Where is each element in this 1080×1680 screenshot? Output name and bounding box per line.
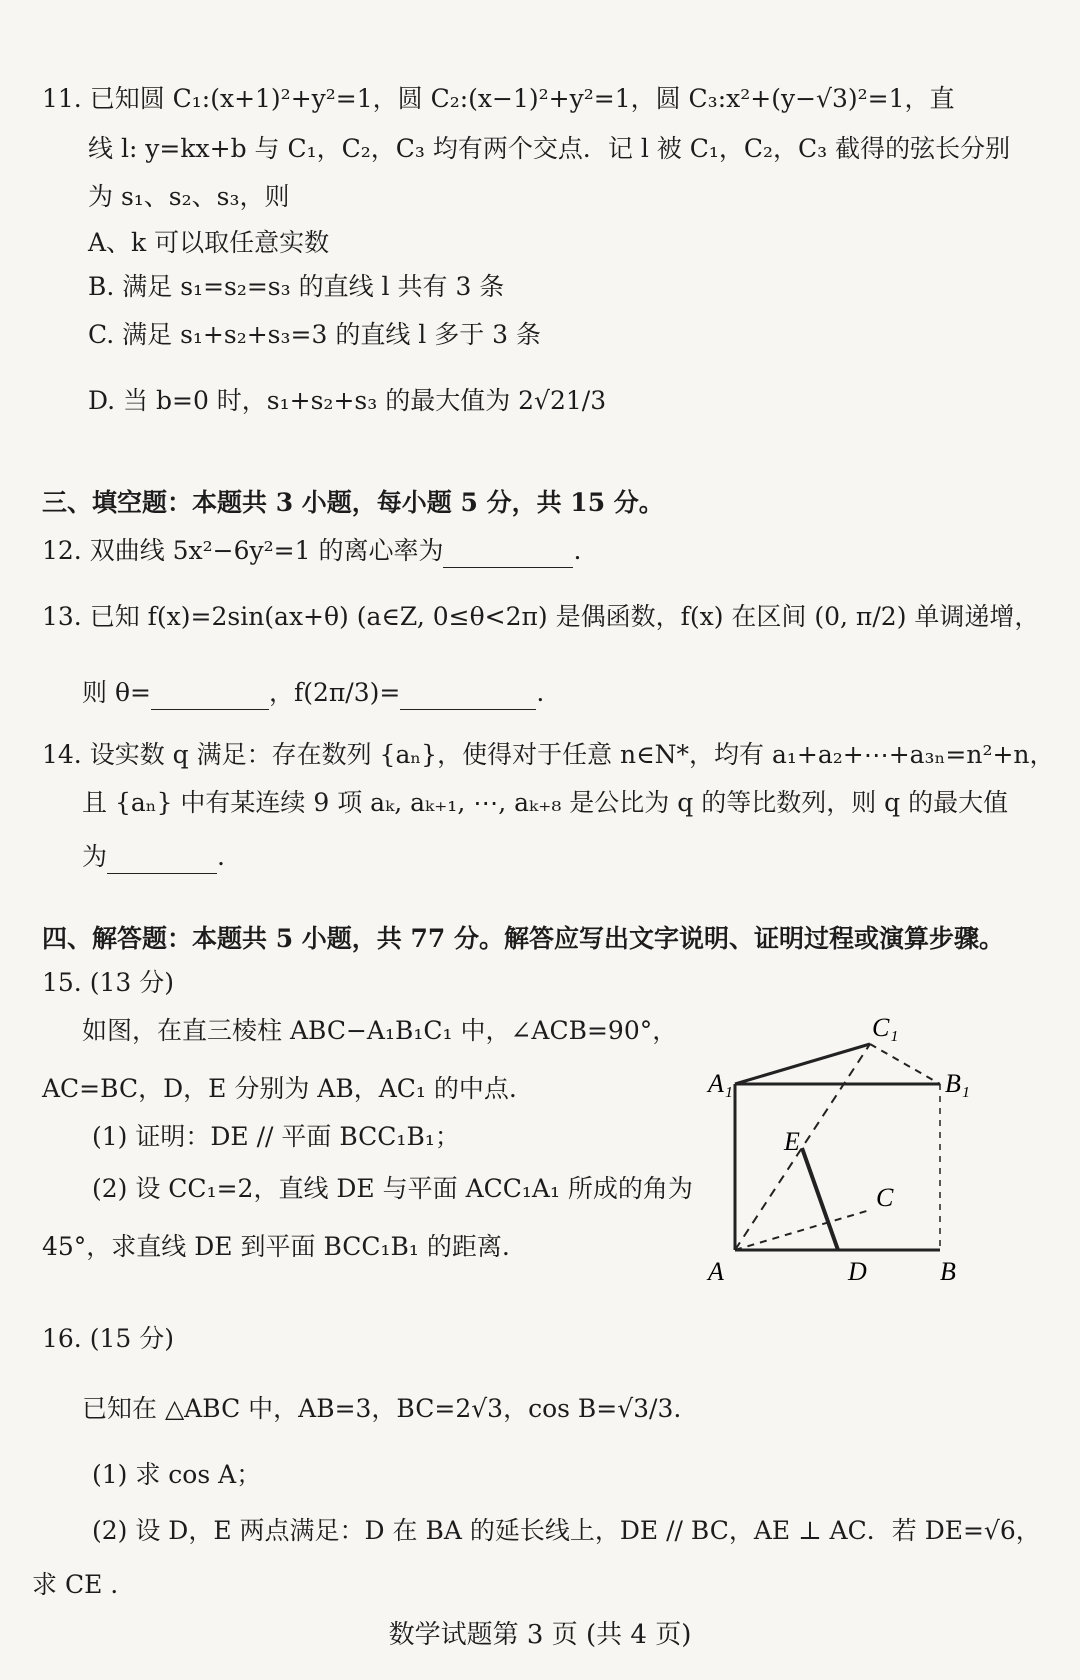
- q16-part-1: (1) 求 cos A；: [92, 1460, 262, 1489]
- q14-answer-blank: [107, 847, 217, 874]
- q11-option-c: C. 满足 s₁+s₂+s₃=3 的直线 l 多于 3 条: [88, 320, 542, 349]
- q14-end: .: [217, 842, 225, 871]
- q11-option-b: B. 满足 s₁=s₂=s₃ 的直线 l 共有 3 条: [88, 272, 505, 301]
- q16-part-2: (2) 设 D，E 两点满足：D 在 BA 的延长线上，DE // BC，AE ⊥ AC．若 DE=√6，: [92, 1516, 1041, 1545]
- edge-a-c: [735, 1210, 870, 1250]
- label-d: D: [848, 1257, 867, 1286]
- q15-part-1: (1) 证明：DE // 平面 BCC₁B₁；: [92, 1122, 460, 1151]
- q16-part-2-cont: 求 CE .: [32, 1570, 119, 1599]
- label-b: B: [940, 1257, 956, 1286]
- q14-line-2: 且 {aₙ} 中有某连续 9 项 aₖ, aₖ₊₁, ⋯, aₖ₊₈ 是公比为 q 的等比数列，则 q 的最大值: [82, 788, 1009, 817]
- q12-end: .: [573, 536, 582, 565]
- edge-c1-b1: [870, 1044, 940, 1084]
- q11-option-a: A、k 可以取任意实数: [88, 228, 330, 257]
- q13-line-2: [82, 676, 544, 710]
- section-3-heading: 三、填空题：本题共 3 小题，每小题 5 分，共 15 分。: [42, 488, 664, 517]
- q12-line: [42, 534, 581, 568]
- q13-f-label: ，f(2π/3)=: [268, 678, 401, 707]
- q14-line-1: 14. 设实数 q 满足：存在数列 {aₙ}，使得对于任意 n∈N*，均有 a₁+a₂+⋯+a₃ₙ=n²+n，: [42, 740, 1055, 769]
- q11-line-3: 为 s₁、s₂、s₃，则: [88, 182, 290, 211]
- q15-header: 15. (13 分): [42, 968, 174, 997]
- page-footer: 数学试题第 3 页 (共 4 页): [388, 1620, 692, 1650]
- edge-a-c1: [735, 1044, 870, 1250]
- label-c1: C₁: [872, 1013, 899, 1042]
- section-4-heading: 四、解答题：本题共 5 小题，共 77 分。解答应写出文字说明、证明过程或演算步骤。: [42, 924, 1005, 953]
- q14-line-3: [82, 840, 225, 874]
- q13-end: .: [536, 678, 545, 707]
- q13-line-1: 13. 已知 f(x)=2sin(ax+θ) (a∈Z, 0≤θ<2π) 是偶函数，f(x) 在区间 (0, π/2) 单调递增，: [42, 602, 1040, 631]
- segment-d-e: [802, 1148, 838, 1250]
- label-a1: A₁: [708, 1069, 733, 1098]
- label-c: C: [876, 1183, 894, 1212]
- q15-line-2: AC=BC，D，E 分别为 AB，AC₁ 的中点.: [42, 1074, 517, 1103]
- q13-theta-blank: [151, 683, 269, 710]
- prism-figure: [690, 1000, 1060, 1300]
- q11-line-2: 线 l: y=kx+b 与 C₁，C₂，C₃ 均有两个交点．记 l 被 C₁，C₂，C₃ 截得的弦长分别: [88, 134, 1011, 163]
- q12-answer-blank: [443, 541, 573, 568]
- label-e: E: [784, 1127, 800, 1156]
- q15-part-2-cont: 45°，求直线 DE 到平面 BCC₁B₁ 的距离.: [42, 1232, 510, 1261]
- q13-f-blank: [400, 683, 536, 710]
- q16-line-1: 已知在 △ABC 中，AB=3，BC=2√3，cos B=√3/3.: [82, 1394, 682, 1423]
- q15-line-1: 如图，在直三棱柱 ABC−A₁B₁C₁ 中，∠ACB=90°，: [82, 1016, 678, 1045]
- q14-line-3-text: 为: [82, 842, 108, 871]
- label-a: A: [708, 1257, 724, 1286]
- q11-line-1: 11. 已知圆 C₁:(x+1)²+y²=1，圆 C₂:(x−1)²+y²=1，圆 C₃:x²+(y−√3)²=1，直: [42, 84, 955, 113]
- q11-option-d: D. 当 b=0 时，s₁+s₂+s₃ 的最大值为 2√21/3: [88, 386, 607, 415]
- q15-part-2: (2) 设 CC₁=2，直线 DE 与平面 ACC₁A₁ 所成的角为: [92, 1174, 693, 1203]
- q16-header: 16. (15 分): [42, 1324, 174, 1353]
- q13-theta-label: 则 θ=: [82, 678, 151, 707]
- edge-a1-c1: [735, 1044, 870, 1084]
- q12-text: 12. 双曲线 5x²−6y²=1 的离心率为: [42, 536, 444, 565]
- label-b1: B₁: [945, 1069, 970, 1098]
